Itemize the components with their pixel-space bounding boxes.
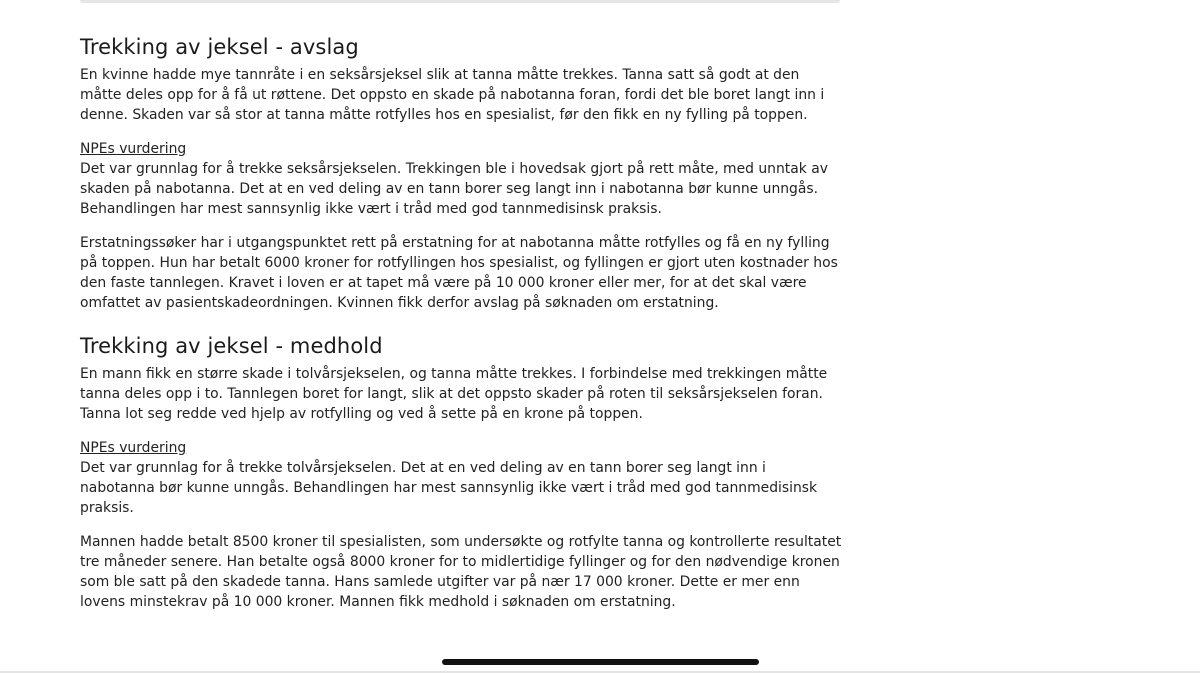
home-indicator-bar[interactable] (442, 659, 759, 665)
assessment-text: Det var grunnlag for å trekke tolvårsjekselen. Det at en ved deling av en tann borer seg langt inn i nabotanna bør kunne unngås. Behandlingen har mest sannsynlig ikke vært i tråd med god tannmedisinsk praksis. (80, 460, 818, 516)
assessment-block (80, 139, 845, 219)
assessment-text: Det var grunnlag for å trekke seksårsjekselen. Trekkingen ble i hovedsak gjort på rett måte, med unntak av skaden på nabotanna. Det at en ved deling av en tann borer seg langt inn i nabotanna bør kunne unngås. Behandlingen har mest sannsynlig ikke vært i tråd med god tannmedisinsk praksis. (80, 161, 828, 217)
case-description: En kvinne hadde mye tannråte i en seksårsjeksel slik at tanna måtte trekkes. Tanna satt så godt at den måtte deles opp for å få ut røttene. Det oppsto en skade på nabotanna foran, fordi det ble boret langt inn i denne. Skaden var så stor at tanna måtte rotfylles hos en spesialist, før den fikk en ny fylling på toppen. (80, 67, 825, 123)
assessment-heading-link[interactable]: NPEs vurdering (80, 141, 187, 157)
assessment-heading-link[interactable]: NPEs vurdering (80, 440, 187, 456)
case-description: En mann fikk en større skade i tolvårsjekselen, og tanna måtte trekkes. I forbindelse med trekkingen måtte tanna deles opp i to. Tannlegen boret for langt, slik at det oppsto skader på roten til seksårsjekselen foran. Tanna lot seg redde ved hjelp av rotfylling og ved å sette på en krone på toppen. (80, 366, 828, 422)
case-conclusion: Erstatningssøker har i utgangspunktet rett på erstatning for at nabotanna måtte rotfylles og få en ny fylling på toppen. Hun har betalt 6000 kroner for rotfyllingen hos spesialist, og fyllingen er gjort uten kostnader hos den faste tannlegen. Kravet i loven er at tapet må være på 10 000 kroner eller mer, for at det skal være omfattet av pasientskadeordningen. Kvinnen fikk derfor avslag på søknaden om erstatning. (80, 235, 838, 311)
case-section-approved (80, 332, 845, 612)
section-title: Trekking av jeksel - medhold (80, 334, 383, 358)
case-conclusion: Mannen hadde betalt 8500 kroner til spesialisten, som undersøkte og rotfylte tanna og kontrollerte resultatet tre måneder senere. Han betalte også 8000 kroner for to midlertidige fyllinger og for den nødvendige kronen som ble satt på den skadede tanna. Hans samlede utgifter var på nær 17 000 kroner. Dette er mer enn lovens minstekrav på 10 000 kroner. Mannen fikk medhold i søknaden om erstatning. (80, 534, 842, 610)
article-content (80, 33, 845, 612)
case-section-denied (80, 33, 845, 313)
section-title: Trekking av jeksel - avslag (80, 35, 359, 59)
top-divider (80, 0, 840, 3)
assessment-block (80, 438, 845, 518)
